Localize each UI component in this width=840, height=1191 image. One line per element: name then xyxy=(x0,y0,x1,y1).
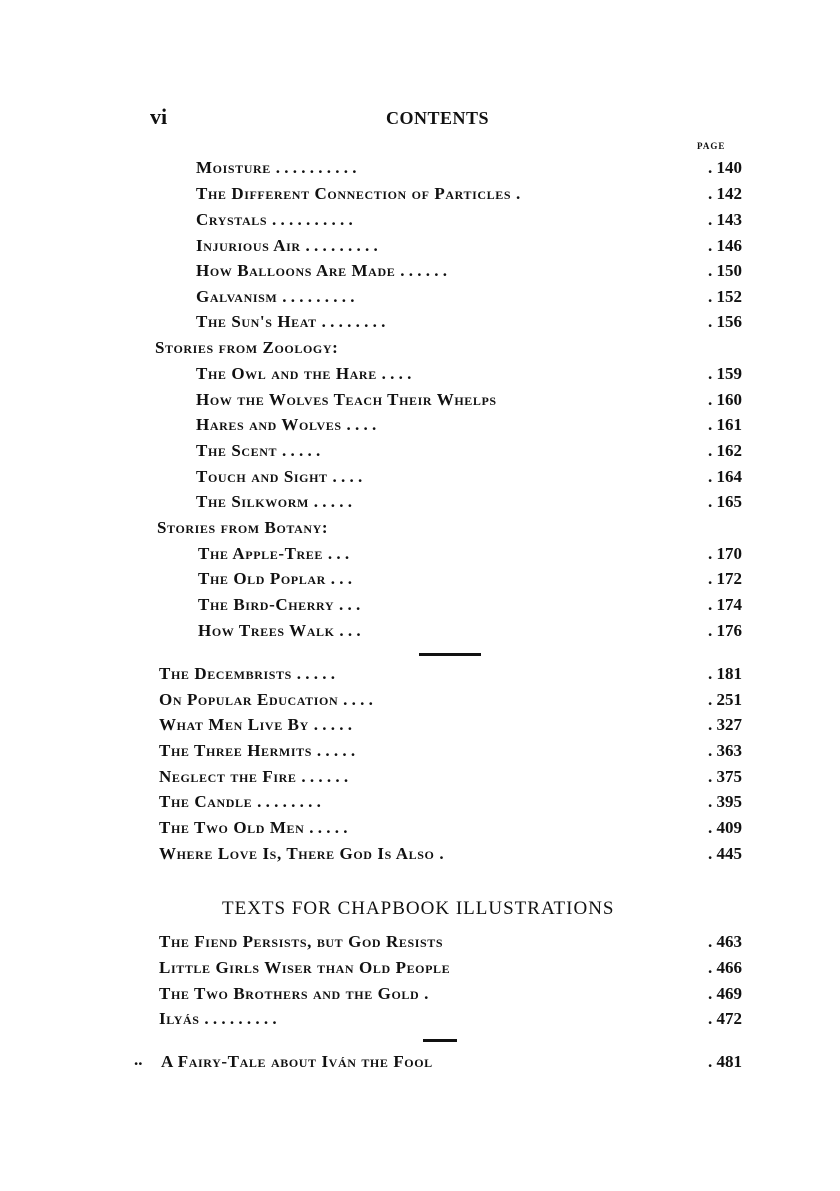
toc-page: . 162 xyxy=(708,441,742,460)
toc-entry: A Fairy-Tale about Iván the Fool xyxy=(161,1052,433,1071)
toc-page: . 472 xyxy=(708,1009,742,1028)
divider xyxy=(419,653,481,656)
toc-page: . 170 xyxy=(708,544,742,563)
toc-page: . 143 xyxy=(708,210,742,229)
section-heading-botany: Stories from Botany: xyxy=(157,518,329,537)
toc-entry: How Balloons Are Made . . . . . . xyxy=(196,261,447,280)
toc-page: . 375 xyxy=(708,767,742,786)
toc-entry: The Old Poplar . . . xyxy=(198,569,352,588)
toc-page: . 161 xyxy=(708,415,742,434)
toc-entry: The Apple-Tree . . . xyxy=(198,544,350,563)
toc-entry: Neglect the Fire . . . . . . xyxy=(159,767,349,786)
toc-entry: The Silkworm . . . . . xyxy=(196,492,353,511)
toc-page: . 165 xyxy=(708,492,742,511)
toc-entry: Where Love Is, There God Is Also . xyxy=(159,844,444,863)
page-number: vi xyxy=(150,104,168,129)
toc-entry: Moisture . . . . . . . . . . xyxy=(196,158,357,177)
toc-entry: The Three Hermits . . . . . xyxy=(159,741,356,760)
toc-page: . 469 xyxy=(708,984,742,1003)
toc-page: . 409 xyxy=(708,818,742,837)
toc-entry: The Scent . . . . . xyxy=(196,441,321,460)
toc-page: . 463 xyxy=(708,932,742,951)
section-heading-zoology: Stories from Zoology: xyxy=(155,338,339,357)
toc-entry: The Fiend Persists, but God Resists xyxy=(159,932,444,951)
toc-entry: The Two Old Men . . . . . xyxy=(159,818,348,837)
toc-entry: Little Girls Wiser than Old People xyxy=(159,958,451,977)
toc-entry: Galvanism . . . . . . . . . xyxy=(196,287,355,306)
toc-entry: Crystals . . . . . . . . . . xyxy=(196,210,353,229)
toc-entry: The Two Brothers and the Gold . xyxy=(159,984,429,1003)
toc-entry: What Men Live By . . . . . xyxy=(159,715,352,734)
toc-page: . 150 xyxy=(708,261,742,280)
toc-page: . 327 xyxy=(708,715,742,734)
toc-page: . 159 xyxy=(708,364,742,383)
running-head: CONTENTS xyxy=(386,108,490,128)
toc-entry: Touch and Sight . . . . xyxy=(196,467,363,486)
toc-page: . 160 xyxy=(708,390,742,409)
toc-entry: The Different Connection of Particles . xyxy=(196,184,521,203)
toc-entry: Injurious Air . . . . . . . . . xyxy=(196,236,378,255)
toc-entry: On Popular Education . . . . xyxy=(159,690,373,709)
toc-page: . 172 xyxy=(708,569,742,588)
toc-entry: How the Wolves Teach Their Whelps xyxy=(196,390,497,409)
divider xyxy=(423,1039,457,1042)
toc-page: . 140 xyxy=(708,158,742,177)
toc-entry: The Owl and the Hare . . . . xyxy=(196,364,412,383)
toc-page: . 146 xyxy=(708,236,742,255)
toc-entry: How Trees Walk . . . xyxy=(198,621,361,640)
toc-page: . 156 xyxy=(708,312,742,331)
toc-page: . 142 xyxy=(708,184,742,203)
page-column-label: PAGE xyxy=(697,141,726,151)
toc-page: . 181 xyxy=(708,664,742,683)
toc-page: . 152 xyxy=(708,287,742,306)
toc-page: . 445 xyxy=(708,844,742,863)
toc-page: . 251 xyxy=(708,690,742,709)
lead-dots: .. xyxy=(134,1050,143,1069)
toc-page: . 395 xyxy=(708,792,742,811)
toc-page: . 481 xyxy=(708,1052,742,1071)
toc-entry: The Bird-Cherry . . . xyxy=(198,595,361,614)
toc-page: . 466 xyxy=(708,958,742,977)
toc-entry: Ilyás . . . . . . . . . xyxy=(159,1009,277,1028)
toc-entry: The Decembrists . . . . . xyxy=(159,664,336,683)
toc-page: . 176 xyxy=(708,621,742,640)
toc-page: . 164 xyxy=(708,467,742,486)
chapbook-heading: TEXTS FOR CHAPBOOK ILLUSTRATIONS xyxy=(222,898,615,919)
toc-entry: The Candle . . . . . . . . xyxy=(159,792,321,811)
toc-entry: Hares and Wolves . . . . xyxy=(196,415,377,434)
toc-page: . 174 xyxy=(708,595,742,614)
toc-page: . 363 xyxy=(708,741,742,760)
toc-entry: The Sun's Heat . . . . . . . . xyxy=(196,312,386,331)
